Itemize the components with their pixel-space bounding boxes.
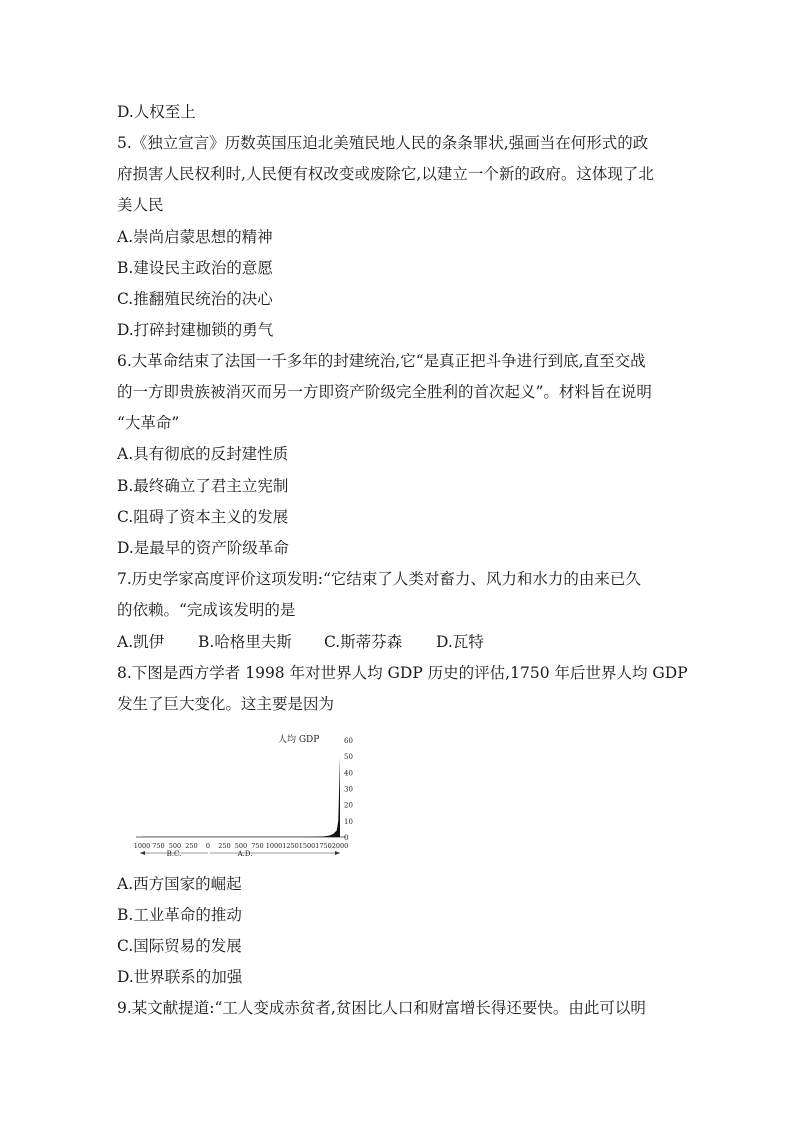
x-tick-label: 500 [234, 842, 248, 850]
q7-option-b: B.哈格里夫斯 [198, 633, 292, 651]
q6-option-a: A.具有彻底的反封建性质 [117, 445, 289, 463]
y-tick-label: 40 [344, 769, 353, 778]
q6-option-b: B.最终确立了君主立宪制 [117, 477, 289, 495]
q8-option-a: A.西方国家的崛起 [117, 875, 242, 893]
q7-option-a: A.凯伊 [117, 633, 165, 651]
era-label-ad: A.D. [237, 850, 253, 858]
y-tick-label: 20 [344, 801, 353, 810]
q5-stem-line-3: 美人民 [117, 196, 164, 214]
q5-option-c: C.推翻殖民统治的决心 [117, 290, 273, 308]
q5-option-d: D.打碎封建枷锁的勇气 [117, 321, 274, 339]
q7-options-row [117, 632, 484, 652]
q8-option-c: C.国际贸易的发展 [117, 937, 242, 955]
era-label-bc: B.C. [166, 850, 182, 858]
q8-stem-line-2: 发生了巨大变化。这主要是因为 [117, 695, 335, 713]
q5-option-a: A.崇尚启蒙思想的精神 [117, 228, 273, 246]
ad-arrowhead [335, 851, 340, 855]
bc-arrowhead [140, 851, 145, 855]
y-tick-label: 0 [344, 834, 349, 842]
q9-stem-line-1: 9.某文献提道:“工人变成赤贫者,贫困比人口和财富增长得还要快。由此可以明 [117, 999, 646, 1017]
x-tick-label: 2000 [331, 842, 349, 850]
q7-option-d: D.瓦特 [436, 633, 484, 651]
x-axis-ticks [134, 842, 349, 850]
x-tick-label: 1500 [298, 842, 316, 850]
q5-stem-line-1: 5.《独立宣言》历数英国压迫北美殖民地人民的条条罪状,强画当在何形式的政 [117, 134, 649, 152]
q5-option-b: B.建设民主政治的意愿 [117, 259, 273, 277]
q8-option-d: D.世界联系的加强 [117, 968, 243, 986]
q5-stem-line-2: 府损害人民权利时,人民便有权改变或废除它,以建立一个新的政府。这体现了北 [117, 165, 654, 183]
y-tick-label: 50 [344, 753, 353, 762]
x-tick-label: 0 [205, 842, 211, 850]
q4-option-d: D.人权至上 [117, 103, 196, 121]
q6-option-d: D.是最早的资产阶级革命 [117, 539, 289, 557]
x-tick-label: 250 [218, 842, 231, 850]
y-axis-ticks [344, 737, 353, 842]
x-tick-label: 250 [185, 842, 198, 850]
q8-stem-line-1: 8.下图是西方学者 1998 年对世界人均 GDP 历史的评估,1750 年后世界人均 GDP [117, 664, 688, 682]
q8-option-b: B.工业革命的推动 [117, 906, 242, 924]
x-tick-label: 1250 [282, 842, 299, 850]
gdp-series-area [142, 756, 340, 837]
y-tick-label: 60 [344, 737, 353, 745]
y-tick-label: 30 [344, 785, 353, 794]
q7-option-c: C.斯蒂芬森 [324, 633, 403, 651]
x-tick-label: 750 [152, 842, 165, 850]
q6-stem-line-3: “大革命” [117, 414, 180, 432]
gdp-chart [130, 726, 360, 862]
x-tick-label: 500 [168, 842, 182, 850]
q6-stem-line-1: 6.大革命结束了法国一千多年的封建统治,它“是真正把斗争进行到底,直至交战 [117, 352, 646, 370]
x-tick-label: 750 [251, 842, 264, 850]
q6-option-c: C.阻碍了资本主义的发展 [117, 508, 289, 526]
x-tick-label: 1000 [265, 842, 283, 850]
x-tick-label: 1000 [133, 842, 151, 850]
chart-title: 人均 GDP [278, 735, 320, 745]
y-tick-label: 10 [344, 817, 353, 826]
x-tick-label: 1750 [315, 842, 332, 850]
q7-stem-line-2: 的依赖。“完成该发明的是 [117, 601, 296, 619]
q7-stem-line-1: 7.历史学家高度评价这项发明:“它结束了人类对畜力、风力和水力的由来已久 [117, 570, 641, 588]
q6-stem-line-2: 的一方即贵族被消灭而另一方即资产阶级完全胜利的首次起义”。材料旨在说明 [117, 383, 652, 401]
